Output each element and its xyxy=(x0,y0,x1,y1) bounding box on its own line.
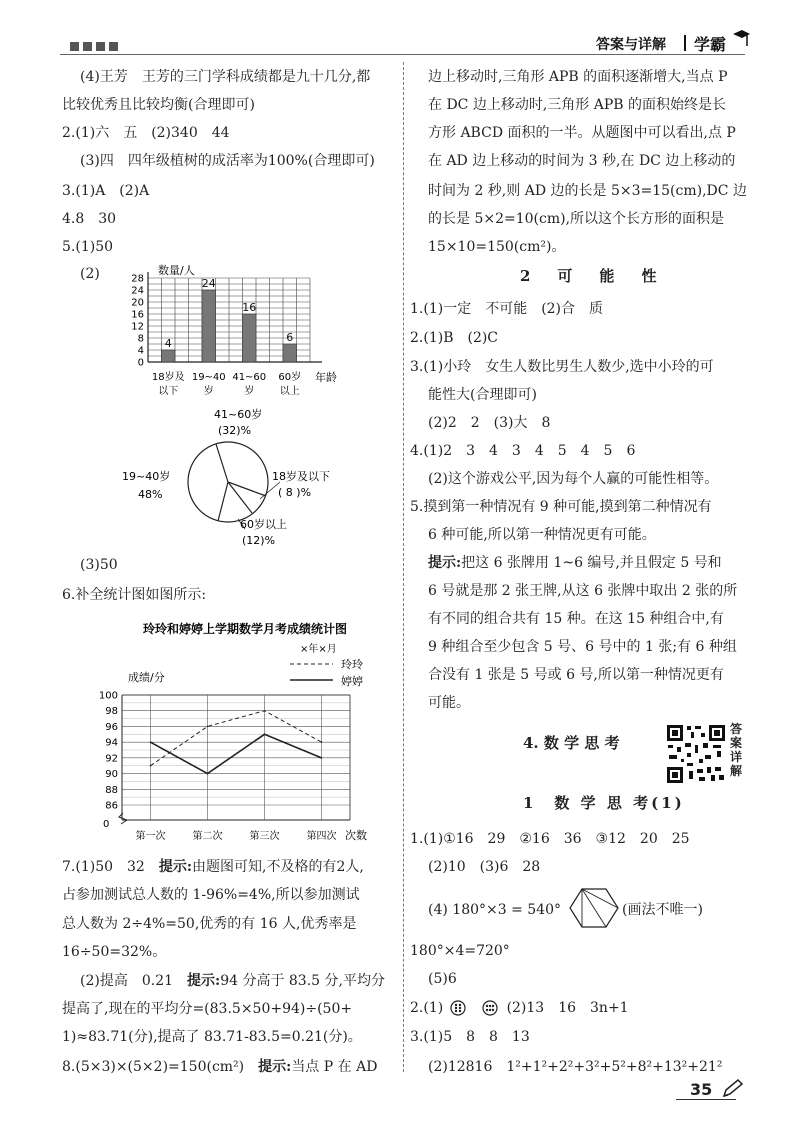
prob-q5-line-8: 可能。 xyxy=(428,695,470,711)
header-separator xyxy=(684,35,686,51)
series-point-0 xyxy=(264,710,266,712)
pie-label-41-60: 41~60岁 xyxy=(214,408,263,421)
prob-q5-line-5: 有不同的组合共有 15 种。在这 15 种组合中,有 xyxy=(428,611,724,627)
hexagon-diagram xyxy=(568,886,620,930)
line-chart-xlabel: 次数 xyxy=(345,829,367,842)
legend-label-lingling: 玲玲 xyxy=(341,658,363,671)
pie-label-60-above: 60岁以上 xyxy=(240,518,287,531)
legend-label-tingting: 婷婷 xyxy=(341,675,363,688)
q8-pre: 8.(5×3)×(5×2)=150(cm²) xyxy=(62,1059,259,1075)
line-chart-title: 玲玲和婷婷上学期数学月考成绩统计图 xyxy=(142,622,348,636)
pie-pct-19-40: 48% xyxy=(138,488,163,501)
bar-y-tick-label: 28 xyxy=(131,273,144,285)
line-chart-date: ×年×月 xyxy=(300,644,337,655)
q7-line-7: 1)≈83.71(分),提高了 83.71-83.5=0.21(分)。 xyxy=(62,1029,362,1045)
prob-q5-line-1: 5.摸到第一种情况有 9 种可能,摸到第二种情况有 xyxy=(410,499,712,515)
left-line-10: 6.补全统计图如图所示: xyxy=(62,587,207,603)
prob-q5-line-3 xyxy=(428,553,722,573)
header-title: 答案与详解 xyxy=(596,37,666,53)
q7-hint-1: 提示: xyxy=(158,859,192,875)
dot-circle-2 xyxy=(478,1000,502,1016)
bar-1 xyxy=(202,290,216,362)
math-q1-line-1: 1.(1)①16 29 ②16 36 ③12 20 25 xyxy=(410,831,690,847)
q7-line-5 xyxy=(80,971,385,991)
age-bar-chart xyxy=(110,258,350,403)
math-q2 xyxy=(410,998,629,1018)
bar-y-tick-label: 8 xyxy=(137,333,144,345)
q7-line-1-pre: 7.(1)50 32 xyxy=(62,859,159,875)
prob-q5-line-6: 9 种组合至少包含 5 号、6 号中的 1 张;有 6 种组 xyxy=(428,639,737,655)
prob-q4-line-2: (2)这个游戏公平,因为每个人赢的可能性相等。 xyxy=(428,471,719,487)
left-line-3: 2.(1)六 五 (2)340 44 xyxy=(62,125,230,141)
bar-0 xyxy=(162,350,176,362)
series-line-0 xyxy=(151,711,322,766)
math-q1-line-4: 180°×4=720° xyxy=(410,943,510,959)
bar-y-tick-label: 24 xyxy=(131,285,144,297)
header-rule xyxy=(60,54,745,55)
bar-category-label: 19~40 xyxy=(191,372,226,383)
left-line-8: (2) xyxy=(80,266,100,282)
left-line-5: 3.(1)A (2)A xyxy=(62,183,150,199)
series-point-1 xyxy=(207,773,209,775)
bar-category-label-line2: 岁 xyxy=(244,386,255,397)
prob-q5-line-4: 6 号就是那 2 张王牌,从这 6 张牌中取出 2 张的所 xyxy=(428,583,738,599)
line-y-tick-label: 86 xyxy=(105,800,118,812)
q8-hint: 提示: xyxy=(258,1059,292,1075)
q7-line-1 xyxy=(62,857,364,877)
pencil-icon xyxy=(720,1078,746,1100)
math-q1-line-5: (5)6 xyxy=(428,971,457,987)
math-q1-line-2: (2)10 (3)6 28 xyxy=(428,859,541,875)
math-q2-pre: 2.(1) xyxy=(410,1000,444,1016)
series-point-1 xyxy=(150,741,152,743)
bar-value-label: 6 xyxy=(286,331,294,344)
left-line-4: (3)四 四年级植树的成活率为100%(合理即可) xyxy=(80,153,375,169)
chapter-title: 4. 数 学 思 考 xyxy=(523,734,620,752)
line-category-label: 第二次 xyxy=(192,831,223,842)
prob-q5-line-7: 合没有 1 张是 5 号或 6 号,所以第一种情况更有 xyxy=(428,667,724,683)
q7-line-5-post: 94 分高于 83.5 分,平均分 xyxy=(220,973,385,989)
age-pie-chart xyxy=(120,404,360,554)
prob-q1: 1.(1)一定 不可能 (2)合 质 xyxy=(410,301,604,317)
left-line-1: (4)王芳 王芳的三门学科成绩都是九十几分,都 xyxy=(80,69,371,85)
line-category-label: 第四次 xyxy=(306,831,337,842)
header-brand: 学霸 xyxy=(694,35,727,54)
q7-line-6: 提高了,现在的平均分=(83.5×50+94)÷(50+ xyxy=(62,1001,353,1017)
pie-label-18-below: 18岁及以下 xyxy=(272,470,330,483)
right-line-3: 方形 ABCD 面积的一半。从题图中可以看出,点 P xyxy=(428,125,736,141)
pie-pct-60-above: (12)% xyxy=(242,534,276,547)
right-line-5: 时间为 2 秒,则 AD 边的长是 5×3=15(cm),DC 边 xyxy=(428,183,747,199)
score-line-chart xyxy=(95,615,395,847)
series-point-0 xyxy=(207,726,209,728)
q7-line-4: 16÷50=32%。 xyxy=(62,944,167,960)
right-line-4: 在 AD 边上移动的时间为 3 秒,在 DC 边上移动的 xyxy=(428,153,736,169)
math-q1-note: (画法不唯一) xyxy=(622,902,703,918)
pie-pct-41-60: (32)% xyxy=(218,424,252,437)
pie-label-19-40: 19~40岁 xyxy=(122,470,171,483)
right-line-1: 边上移动时,三角形 APB 的面积逐渐增大,当点 P xyxy=(428,69,728,85)
bar-chart-xlabel: 年龄 xyxy=(315,371,337,384)
q8-line xyxy=(62,1057,377,1077)
right-line-6: 的长是 5×2=10(cm),所以这个长方形的面积是 xyxy=(428,211,725,227)
bar-category-label: 18岁及 xyxy=(151,372,185,383)
page-number: 35 xyxy=(690,1080,713,1099)
math-q3-line-1: 3.(1)5 8 8 13 xyxy=(410,1029,530,1045)
section-title-probability: 2 可 能 性 xyxy=(520,267,663,285)
series-point-1 xyxy=(264,733,266,735)
prob-q5-hint: 提示: xyxy=(428,555,462,571)
pie-divider-1 xyxy=(216,444,228,482)
line-y-tick-label: 88 xyxy=(105,784,118,796)
bar-y-tick-label: 16 xyxy=(131,309,144,321)
bar-category-label-line2: 以下 xyxy=(158,386,179,397)
graduation-cap-icon xyxy=(731,26,751,52)
bar-value-label: 4 xyxy=(164,337,172,350)
bar-category-label-line2: 岁 xyxy=(203,386,214,397)
prob-q3-line-3: (2)2 2 (3)大 8 xyxy=(428,415,551,431)
math-q3-line-2: (2)12816 1²+1²+2²+3²+5²+8²+13²+21² xyxy=(428,1059,723,1075)
math-q1-line-3: (4) 180°×3 = 540° xyxy=(428,902,561,918)
bar-value-label: 16 xyxy=(242,301,257,314)
header-square-2 xyxy=(83,42,92,51)
series-point-1 xyxy=(321,757,323,759)
bar-category-label-line2: 以上 xyxy=(279,386,300,397)
series-point-0 xyxy=(321,741,323,743)
bar-3 xyxy=(283,344,297,362)
qr-label: 答案详解 xyxy=(730,722,743,778)
pie-leader-1 xyxy=(260,482,280,499)
pie-pct-18-below: ( 8 )% xyxy=(278,486,312,499)
bar-y-tick-label: 12 xyxy=(131,321,144,333)
line-y-tick-label: 92 xyxy=(105,753,118,765)
q8-post: 当点 P 在 AD xyxy=(291,1059,378,1075)
line-chart-ylabel: 成绩/分 xyxy=(128,671,165,684)
prob-q3-line-2: 能性大(合理即可) xyxy=(428,387,537,403)
section-title-math-thinking: 1 数 学 思 考(1) xyxy=(523,794,685,812)
bar-y-tick-label: 4 xyxy=(137,345,144,357)
header-square-4 xyxy=(109,42,118,51)
line-category-label: 第三次 xyxy=(249,831,280,842)
bar-y-tick-label: 20 xyxy=(131,297,144,309)
prob-q5-line-3-post: 把这 6 张牌用 1~6 编号,并且假定 5 号和 xyxy=(461,555,722,571)
line-y-tick-label: 90 xyxy=(105,769,118,781)
q7-line-2: 占参加测试总人数的 1-96%=4%,所以参加测试 xyxy=(62,887,360,903)
right-line-7: 15×10=150(cm²)。 xyxy=(428,239,566,255)
header-square-1 xyxy=(70,42,79,51)
series-line-1 xyxy=(151,734,322,773)
axis-break xyxy=(119,813,127,824)
pie-divider-2 xyxy=(218,482,228,521)
q7-line-1-post: 由题图可知,不及格的有2人, xyxy=(192,859,364,875)
line-y-tick-label: 94 xyxy=(105,737,118,749)
prob-q5-line-2: 6 种可能,所以第一种情况更有可能。 xyxy=(428,527,656,543)
bar-2 xyxy=(243,314,257,362)
left-line-6: 4.8 30 xyxy=(62,211,117,227)
bar-category-label: 60岁 xyxy=(278,372,302,383)
prob-q4-line-1: 4.(1)2 3 4 3 4 5 4 5 6 xyxy=(410,443,636,459)
left-line-2: 比较优秀且比较均衡(合理即可) xyxy=(62,97,255,113)
line-y-tick-label: 96 xyxy=(105,721,118,733)
bar-category-label: 41~60 xyxy=(232,372,267,383)
bar-chart-ylabel: 数量/人 xyxy=(158,264,195,277)
dot-circle-1 xyxy=(448,1000,468,1016)
q7-hint-2: 提示: xyxy=(187,973,221,989)
math-q2-post: (2)13 16 3n+1 xyxy=(506,1000,629,1016)
prob-q2: 2.(1)B (2)C xyxy=(410,330,499,346)
left-line-7: 5.(1)50 xyxy=(62,239,114,255)
q7-line-5-pre: (2)提高 0.21 xyxy=(80,973,188,989)
q7-line-3: 总人数为 2÷4%=50,优秀的有 16 人,优秀率是 xyxy=(62,916,357,932)
bar-y-tick-label: 0 xyxy=(137,357,144,369)
left-line-9: (3)50 xyxy=(80,557,118,573)
line-chart-zero: 0 xyxy=(103,819,110,830)
column-divider xyxy=(403,62,404,1072)
line-y-tick-label: 100 xyxy=(98,690,118,702)
prob-q3-line-1: 3.(1)小玲 女生人数比男生人数少,选中小玲的可 xyxy=(410,359,714,375)
qr-code[interactable] xyxy=(665,723,727,785)
right-line-2: 在 DC 边上移动时,三角形 APB 的面积始终是长 xyxy=(428,97,727,113)
line-y-tick-label: 98 xyxy=(105,706,118,718)
header-square-3 xyxy=(96,42,105,51)
series-point-0 xyxy=(150,765,152,767)
line-category-label: 第一次 xyxy=(135,831,166,842)
bar-value-label: 24 xyxy=(201,277,216,290)
